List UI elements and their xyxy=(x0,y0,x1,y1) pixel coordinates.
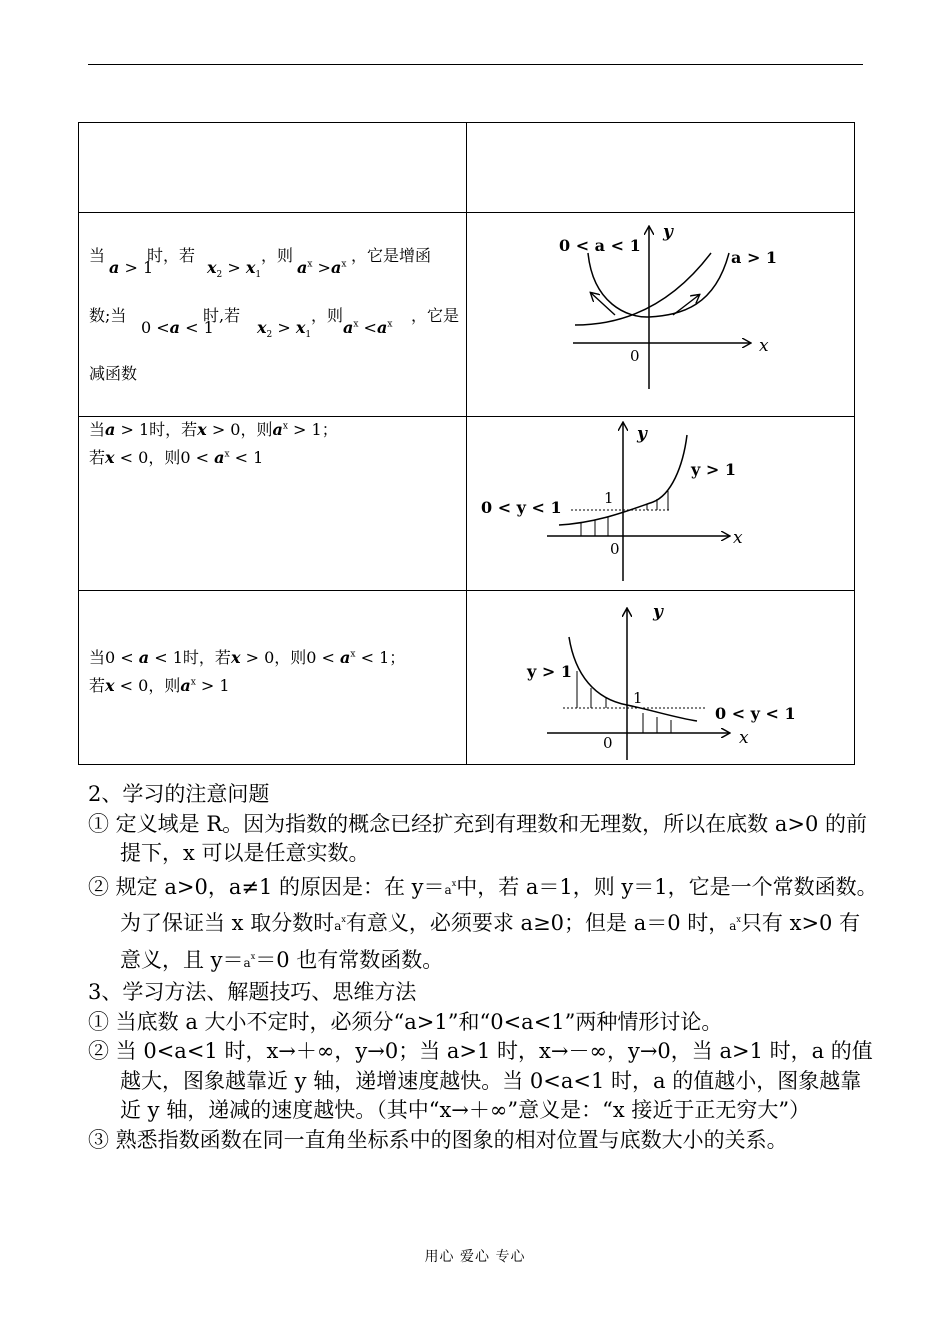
math xyxy=(207,257,261,281)
label-a-lt-1: 0 < a < 1 xyxy=(559,236,641,255)
note-item-2 xyxy=(88,869,878,979)
text: 当 xyxy=(89,420,106,439)
math-var: x xyxy=(230,648,241,667)
text: ，它是 xyxy=(411,306,460,325)
y-axis-label: y xyxy=(637,424,647,444)
math-var: a xyxy=(376,318,388,337)
page-footer: 用心 爱心 专心 xyxy=(424,1249,526,1265)
notes-section xyxy=(88,780,878,1155)
cell-empty-left xyxy=(79,123,467,213)
graph-both-curves xyxy=(467,213,855,412)
heading-notes: 2、学习的注意问题 xyxy=(88,782,270,806)
math-rel: > xyxy=(317,258,331,277)
graph-increasing xyxy=(467,417,855,586)
text: ，则 xyxy=(261,246,294,265)
note-item-4: ② 当 0<a<1 时，x→＋∞，y→0；当 a>1 时，x→－∞，y→0，当 a>1 时，a 的值越大，图象越靠近 y 轴，递增速度越快。当 0<a<1 时，a 的值越小，图象越靠近 y 轴，递减的速度越快。（其中“x→＋∞”意义是：“x 接近于正无穷大”） xyxy=(88,1039,873,1122)
text: ② 规定 a>0，a≠1 的原因是：在 y＝ xyxy=(88,874,445,899)
math-sup: x xyxy=(341,259,347,270)
text: 时，若 xyxy=(149,420,198,439)
math-var: x xyxy=(295,318,306,337)
math-sup: x xyxy=(250,951,256,961)
math-var: a xyxy=(297,258,308,277)
cell-graph-increasing xyxy=(467,417,855,591)
text: 数;当 xyxy=(89,306,127,325)
math-var: a xyxy=(105,420,116,439)
math-sup: x xyxy=(190,677,196,688)
math-var: a xyxy=(330,258,342,277)
math-rel: < 1 xyxy=(185,318,214,337)
math-sup: x xyxy=(282,421,288,432)
cell-monotonic-text xyxy=(79,213,467,417)
text: 当 xyxy=(89,648,106,667)
hatching-upper xyxy=(577,671,606,708)
math-rel: < 1 xyxy=(234,447,264,467)
label-y-gt-1: y > 1 xyxy=(691,460,736,479)
properties-table xyxy=(78,122,855,765)
table-row xyxy=(79,123,855,213)
math-rel: > xyxy=(227,258,241,277)
math-var: a xyxy=(340,648,351,667)
math-var: x xyxy=(207,258,217,277)
math-sup: x xyxy=(341,915,346,924)
math-sup: x xyxy=(736,915,741,924)
text: 时，若 xyxy=(182,648,231,667)
math-var: a xyxy=(180,675,191,695)
math-var: a xyxy=(214,447,225,467)
cell-empty-right xyxy=(467,123,855,213)
header-rule xyxy=(88,64,863,65)
math-sup: x xyxy=(353,319,359,330)
text-line xyxy=(89,647,466,669)
note-item-3: ① 当底数 a 大小不定时，必须分“a>1”和“0<a<1”两种情形讨论。 xyxy=(88,1009,723,1034)
x-axis-label: x xyxy=(733,528,743,548)
cell-graph-both xyxy=(467,213,855,417)
text: 有意义，必须要求 a≥0；但是 a＝0 时， xyxy=(345,911,730,935)
math-var: a xyxy=(343,318,354,337)
math-rel: > 0 xyxy=(211,420,241,439)
x-axis-label: x xyxy=(739,728,749,748)
text: ，则 xyxy=(311,306,344,325)
math-var: a xyxy=(334,919,342,933)
math-rel: > xyxy=(277,318,291,337)
math-rel: 0 < xyxy=(105,648,134,667)
label-y-gt-1: y > 1 xyxy=(527,662,572,681)
text: 时,若 xyxy=(203,306,241,325)
math-var: a xyxy=(169,318,181,337)
text: 减函数 xyxy=(89,364,138,383)
text: ； xyxy=(389,648,406,667)
graph-decreasing xyxy=(467,591,855,760)
math xyxy=(297,257,346,279)
note-item-1: ① 定义域是 R。因为指数的概念已经扩充到有理数和无理数，所以在底数 a>0 的前提下，x 可以是任意实数。 xyxy=(88,811,867,865)
math-var: a xyxy=(272,420,283,439)
text: ＝0 也有常数函数。 xyxy=(255,947,444,972)
math-sub: 2 xyxy=(216,270,223,281)
math-var: a xyxy=(444,882,452,897)
curve-decreasing xyxy=(588,253,729,317)
label-y-between: 0 < y < 1 xyxy=(715,704,796,723)
math-rel: < 0 xyxy=(119,447,149,467)
math-sup: x xyxy=(451,878,457,888)
math-rel: < 1 xyxy=(154,648,183,667)
text: 时，若 xyxy=(147,246,196,265)
text: 当 xyxy=(89,246,106,265)
x-axis-label: x xyxy=(759,336,769,356)
math-rel: > 1 xyxy=(293,420,322,439)
text: 若 xyxy=(89,675,106,695)
origin-label: 0 xyxy=(603,734,613,752)
text: 只有 x>0 有意义，且 y＝ xyxy=(120,911,861,972)
math-rel: < xyxy=(363,318,377,337)
math-rel: > 1 xyxy=(124,258,154,277)
math-var: a xyxy=(109,258,120,277)
heading-methods: 3、学习方法、解题技巧、思维方法 xyxy=(88,980,417,1004)
origin-label: 0 xyxy=(630,347,640,365)
math-rel: 0 < xyxy=(306,648,335,667)
math-rel: > 0 xyxy=(245,648,275,667)
one-label: 1 xyxy=(633,689,643,707)
math-sub: 1 xyxy=(305,330,312,341)
math-rel: < 1 xyxy=(360,648,390,667)
math-rel: 0 < xyxy=(180,447,210,467)
math-var: a xyxy=(138,648,150,667)
text: 中，若 a＝1，则 y＝1，它是一个常数函数。为了保证当 x 取分数时 xyxy=(120,874,878,935)
y-axis-label: y xyxy=(663,222,673,242)
math-rel: > 1 xyxy=(120,420,150,439)
text: ，它是增函 xyxy=(351,246,432,265)
math-var: x xyxy=(105,447,115,467)
label-a-gt-1: a > 1 xyxy=(731,248,778,267)
cell-range-a-lt-1 xyxy=(79,591,467,765)
cell-graph-decreasing xyxy=(467,591,855,765)
math-sup: x xyxy=(224,449,230,460)
text: ，则 xyxy=(274,648,307,667)
math-var: x xyxy=(257,318,267,337)
math-sup: x xyxy=(307,259,313,270)
note-item-5: ③ 熟悉指数函数在同一直角坐标系中的图象的相对位置与底数大小的关系。 xyxy=(88,1127,788,1152)
math-rel: < 0 xyxy=(119,675,149,695)
curve-increasing xyxy=(575,253,711,325)
math xyxy=(257,317,311,341)
text: 若 xyxy=(89,447,106,467)
math xyxy=(343,317,392,339)
text: ； xyxy=(321,420,338,439)
table-row xyxy=(79,591,855,765)
hatching-lower xyxy=(643,713,671,733)
origin-label: 0 xyxy=(610,540,620,558)
text-line xyxy=(89,675,466,697)
math-sub: 1 xyxy=(255,270,262,281)
y-axis-label: y xyxy=(653,602,663,622)
text: ，则 xyxy=(148,447,181,467)
math-sup: x xyxy=(387,319,393,330)
math-var: a xyxy=(243,955,251,970)
text: ，则 xyxy=(148,675,181,695)
label-y-between: 0 < y < 1 xyxy=(481,498,562,517)
one-label: 1 xyxy=(604,489,614,507)
table-row xyxy=(79,417,855,591)
text-line xyxy=(89,419,466,441)
math-rel: > 1 xyxy=(200,675,230,695)
table-row xyxy=(79,213,855,417)
math-sup: x xyxy=(350,649,356,660)
math-var: x xyxy=(197,420,207,439)
math-var: x xyxy=(245,258,256,277)
math-sub: 2 xyxy=(266,330,273,341)
math-var: x xyxy=(105,675,115,695)
math-rel: 0 < xyxy=(141,318,170,337)
cell-range-a-gt-1 xyxy=(79,417,467,591)
text-line xyxy=(89,447,466,469)
math-var: a xyxy=(729,919,737,933)
text: ，则 xyxy=(240,420,273,439)
